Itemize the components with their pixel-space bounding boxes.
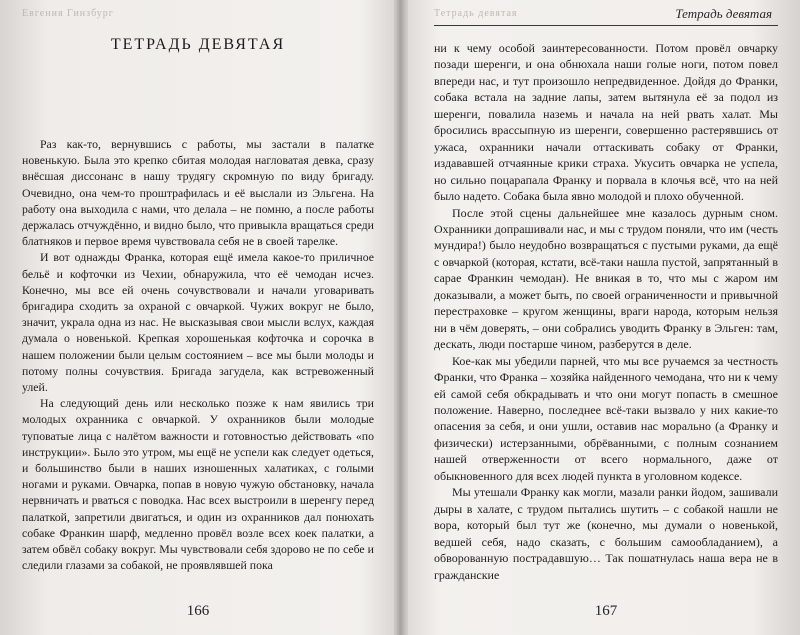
paragraph: Кое-как мы убедили парней, что мы все ручаемся за честность Франки, что Франка – хозяйка найденного чемодана, что ни к чему ей самой себя обкрадывать и что они могут попасть в смешное положение. Наверно, последнее всё-таки вызвало у них какие-то опасения за себя, и они ушли, оставив нас морально (а Франку и физически) истерзанными, обрёванными, с полным сознанием нашей отверженности от всего нормального, даже от обыкновенного для всех людей пункта в уголовном кодексе. [434,353,778,483]
paragraph: ни к чему особой заинтересованности. Потом провёл овчарку позади шеренги, и она обнюхала наши голые ноги, потом повел впереди нас, и тут произошло непредвиденное. Дойдя до Франки, собака встала на задние лапы, затем вытянула её за подол из шеренги, повалила наземь и начала на ней рвать халат. Мы бросились врассыпную из шеренги, совершенно растерявшись от ужаса, охранники начали оттаскивать собаку от Франки, издававшей отчаянные крики страха. Укусить овчарка не успела, но сильно поцарапала Франку и порвала в клочья всё, что на ней было надето. Собака была явно молодой и плохо обученной. [434,41,778,204]
ghost-running-head: Тетрадь девятая [434,8,518,19]
chapter-title: ТЕТРАДЬ ДЕВЯТАЯ [110,36,286,53]
running-head-rule [434,25,778,26]
paragraph: Раз как-то, вернувшись с работы, мы застали в палатке новенькую. Была это крепко сбитая молодая нагловатая девка, сразу внёсшая диссонанс в нашу трудягу скромную по виду бригаду. Очевидно, она чем-то проштрафилась и её выслали из Эльгена. На работу она выходила с нами, что делала – не помню, а после работы держалась отчуждённо, и видно было, что привыкла вращаться среди блатняков и первое время чувствовала себя не в своей тарелке. [22,137,374,249]
paragraph: На следующий день или несколько позже к нам явились три молодых охранника с овчаркой. У охранников были молодые туповатые лица с налётом важности и готовностью действовать «по инструкции». Было это утром, мы ещё не успели как следует одеться, и большинство были в наших изношенных халатиках, с голыми ногами и руками. Овчарка, попав в новую чужую обстановку, начала нервничать и рваться с поводка. Нас всех выстроили в шеренгу перед палаткой, запретили двигаться, и один из охранников дал понюхать собаке Франкин шарф, медленно провёл возле всех коек палатки, а затем обвёл собаку вокруг. Мы чувствовали себя здорово не по себе и следили глазами за собакой, не проявлявшей пока [22,396,374,573]
running-head: Тетрадь девятая [675,6,772,21]
left-page [22,0,374,635]
right-body-text [434,40,778,583]
paragraph: И вот однажды Франка, которая ещё имела какое-то приличное бельё и кофточки из Чехии, обнаружила, что её чемодан исчез. Конечно, мы все ей очень сочувствовали и начали уговаривать бригадира сходить за охраной с овчаркой. Чужих вокруг не было, значит, украла одна из нас. Не высказывая свои мысли вслух, каждая думала о новенькой. Крепкая хорошенькая кофточка и сорочка в нашем положении были целым состоянием – все мы были молоды и потому полны сочувствия. Бригада загудела, как встревоженный улей. [22,250,374,395]
ghost-running-head: Евгения Гинзбург [22,8,114,19]
page-number-left: 166 [186,603,210,619]
page-number-right: 167 [594,603,618,619]
book-gutter [394,0,408,635]
left-body-text [22,136,374,573]
paragraph: Мы утешали Франку как могли, мазали ранки йодом, зашивали дыры в халате, с трудом пытались шутить – с собакой нашли не вора, который был тут же (конечно, мы думали о новенькой, ведшей себя, надо сказать, с большим самообладанием), а обворованную пострадавшую… Так пошатнулась наша вера не в гражданские [434,485,778,582]
paragraph: После этой сцены дальнейшее мне казалось дурным сном. Охранники допрашивали нас, и мы с трудом поняли, что им (честь мундира!) было неудобно возвращаться с пустыми руками, да ещё с овчаркой (которая, кстати, всё-таки нашла пустой, запрятанный в сарае Франкин чемодан). Не вникая в то, что мы с жаром им доказывали, а может быть, по своей ограниченности и привычной перестраховке – кругом женщины, враги народа, которым нельзя ни в чём доверять, – они собрались уводить Франку в Эльген: там, дескать, люди постарше чином, разберутся в деле. [434,205,778,352]
right-page [434,0,778,635]
